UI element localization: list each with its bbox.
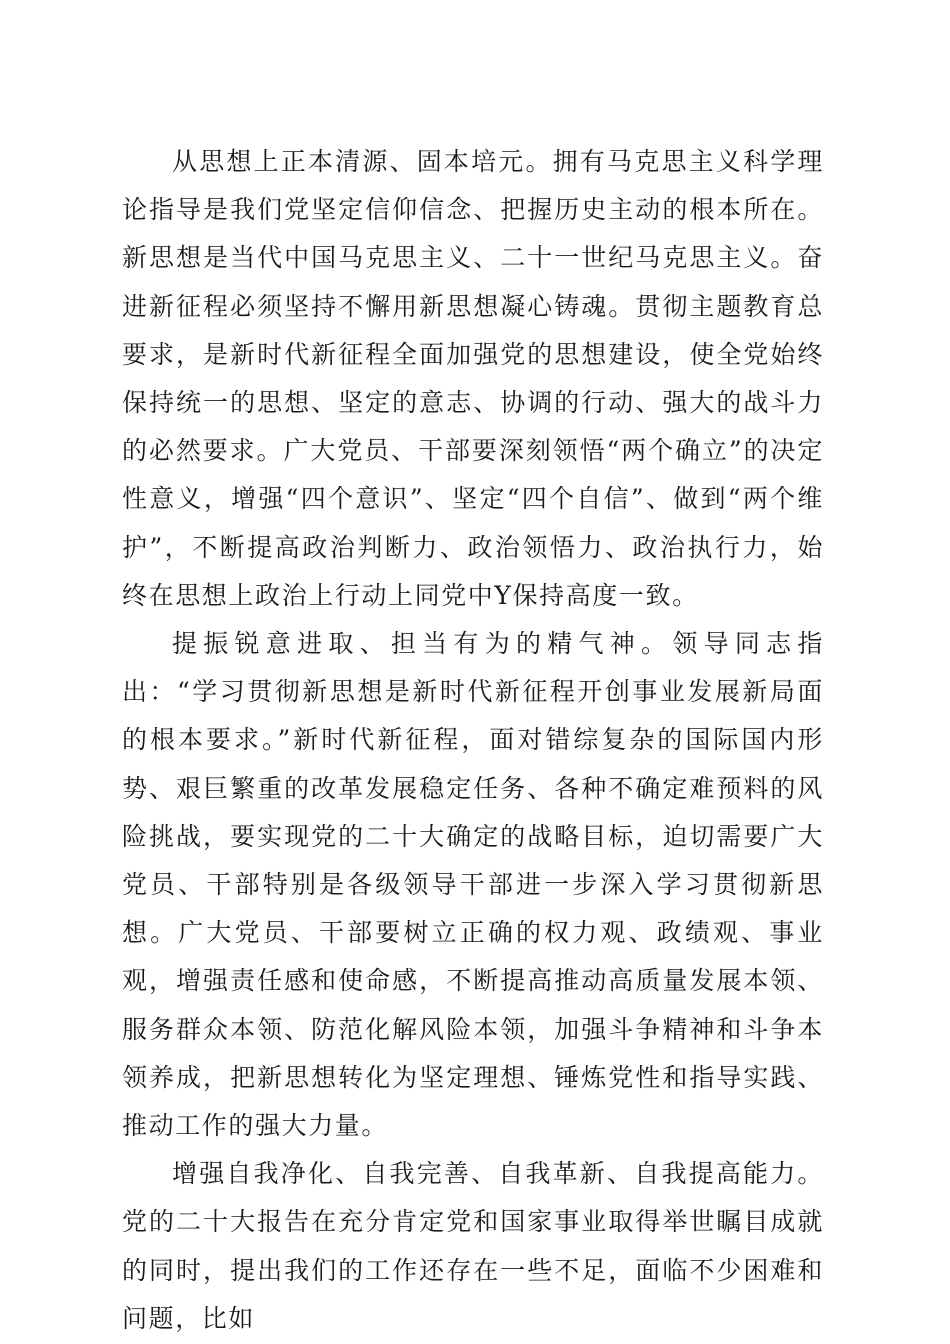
body-text [122,138,824,1343]
paragraph-3: 增强自我净化、自我完善、自我革新、自我提高能力。党的二十大报告在充分肯定党和国家事业取得举世瞩目成就的同时，提出我们的工作还存在一些不足，面临不少困难和问题，比如 [122,1159,824,1333]
paragraph-1: 从思想上正本清源、固本培元。拥有马克思主义科学理论指导是我们党坚定信仰信念、把握历史主动的根本所在。新思想是当代中国马克思主义、二十一世纪马克思主义。奋进新征程必须坚持不懈用新思想凝心铸魂。贯彻主题教育总要求，是新时代新征程全面加强党的思想建设，使全党始终保持统一的思想、坚定的意志、协调的行动、强大的战斗力的必然要求。广大党员、干部要深刻领悟“两个确立”的决定性意义，增强“四个意识”、坚定“四个自信”、做到“两个维护”，不断提高政治判断力、政治领悟力、政治执行力，始终在思想上政治上行动上同党中Y保持高度一致。 [122,147,824,610]
paragraph-2: 提振锐意进取、担当有为的精气神。领导同志指出：“学习贯彻新思想是新时代新征程开创事业发展新局面的根本要求。”新时代新征程，面对错综复杂的国际国内形势、艰巨繁重的改革发展稳定任务、各种不确定难预料的风险挑战，要实现党的二十大确定的战略目标，迫切需要广大党员、干部特别是各级领导干部进一步深入学习贯彻新思想。广大党员、干部要树立正确的权力观、政绩观、事业观，增强责任感和使命感，不断提高推动高质量发展本领、服务群众本领、防范化解风险本领，加强斗争精神和斗争本领养成，把新思想转化为坚定理想、锤炼党性和指导实践、推动工作的强大力量。 [122,629,824,1141]
